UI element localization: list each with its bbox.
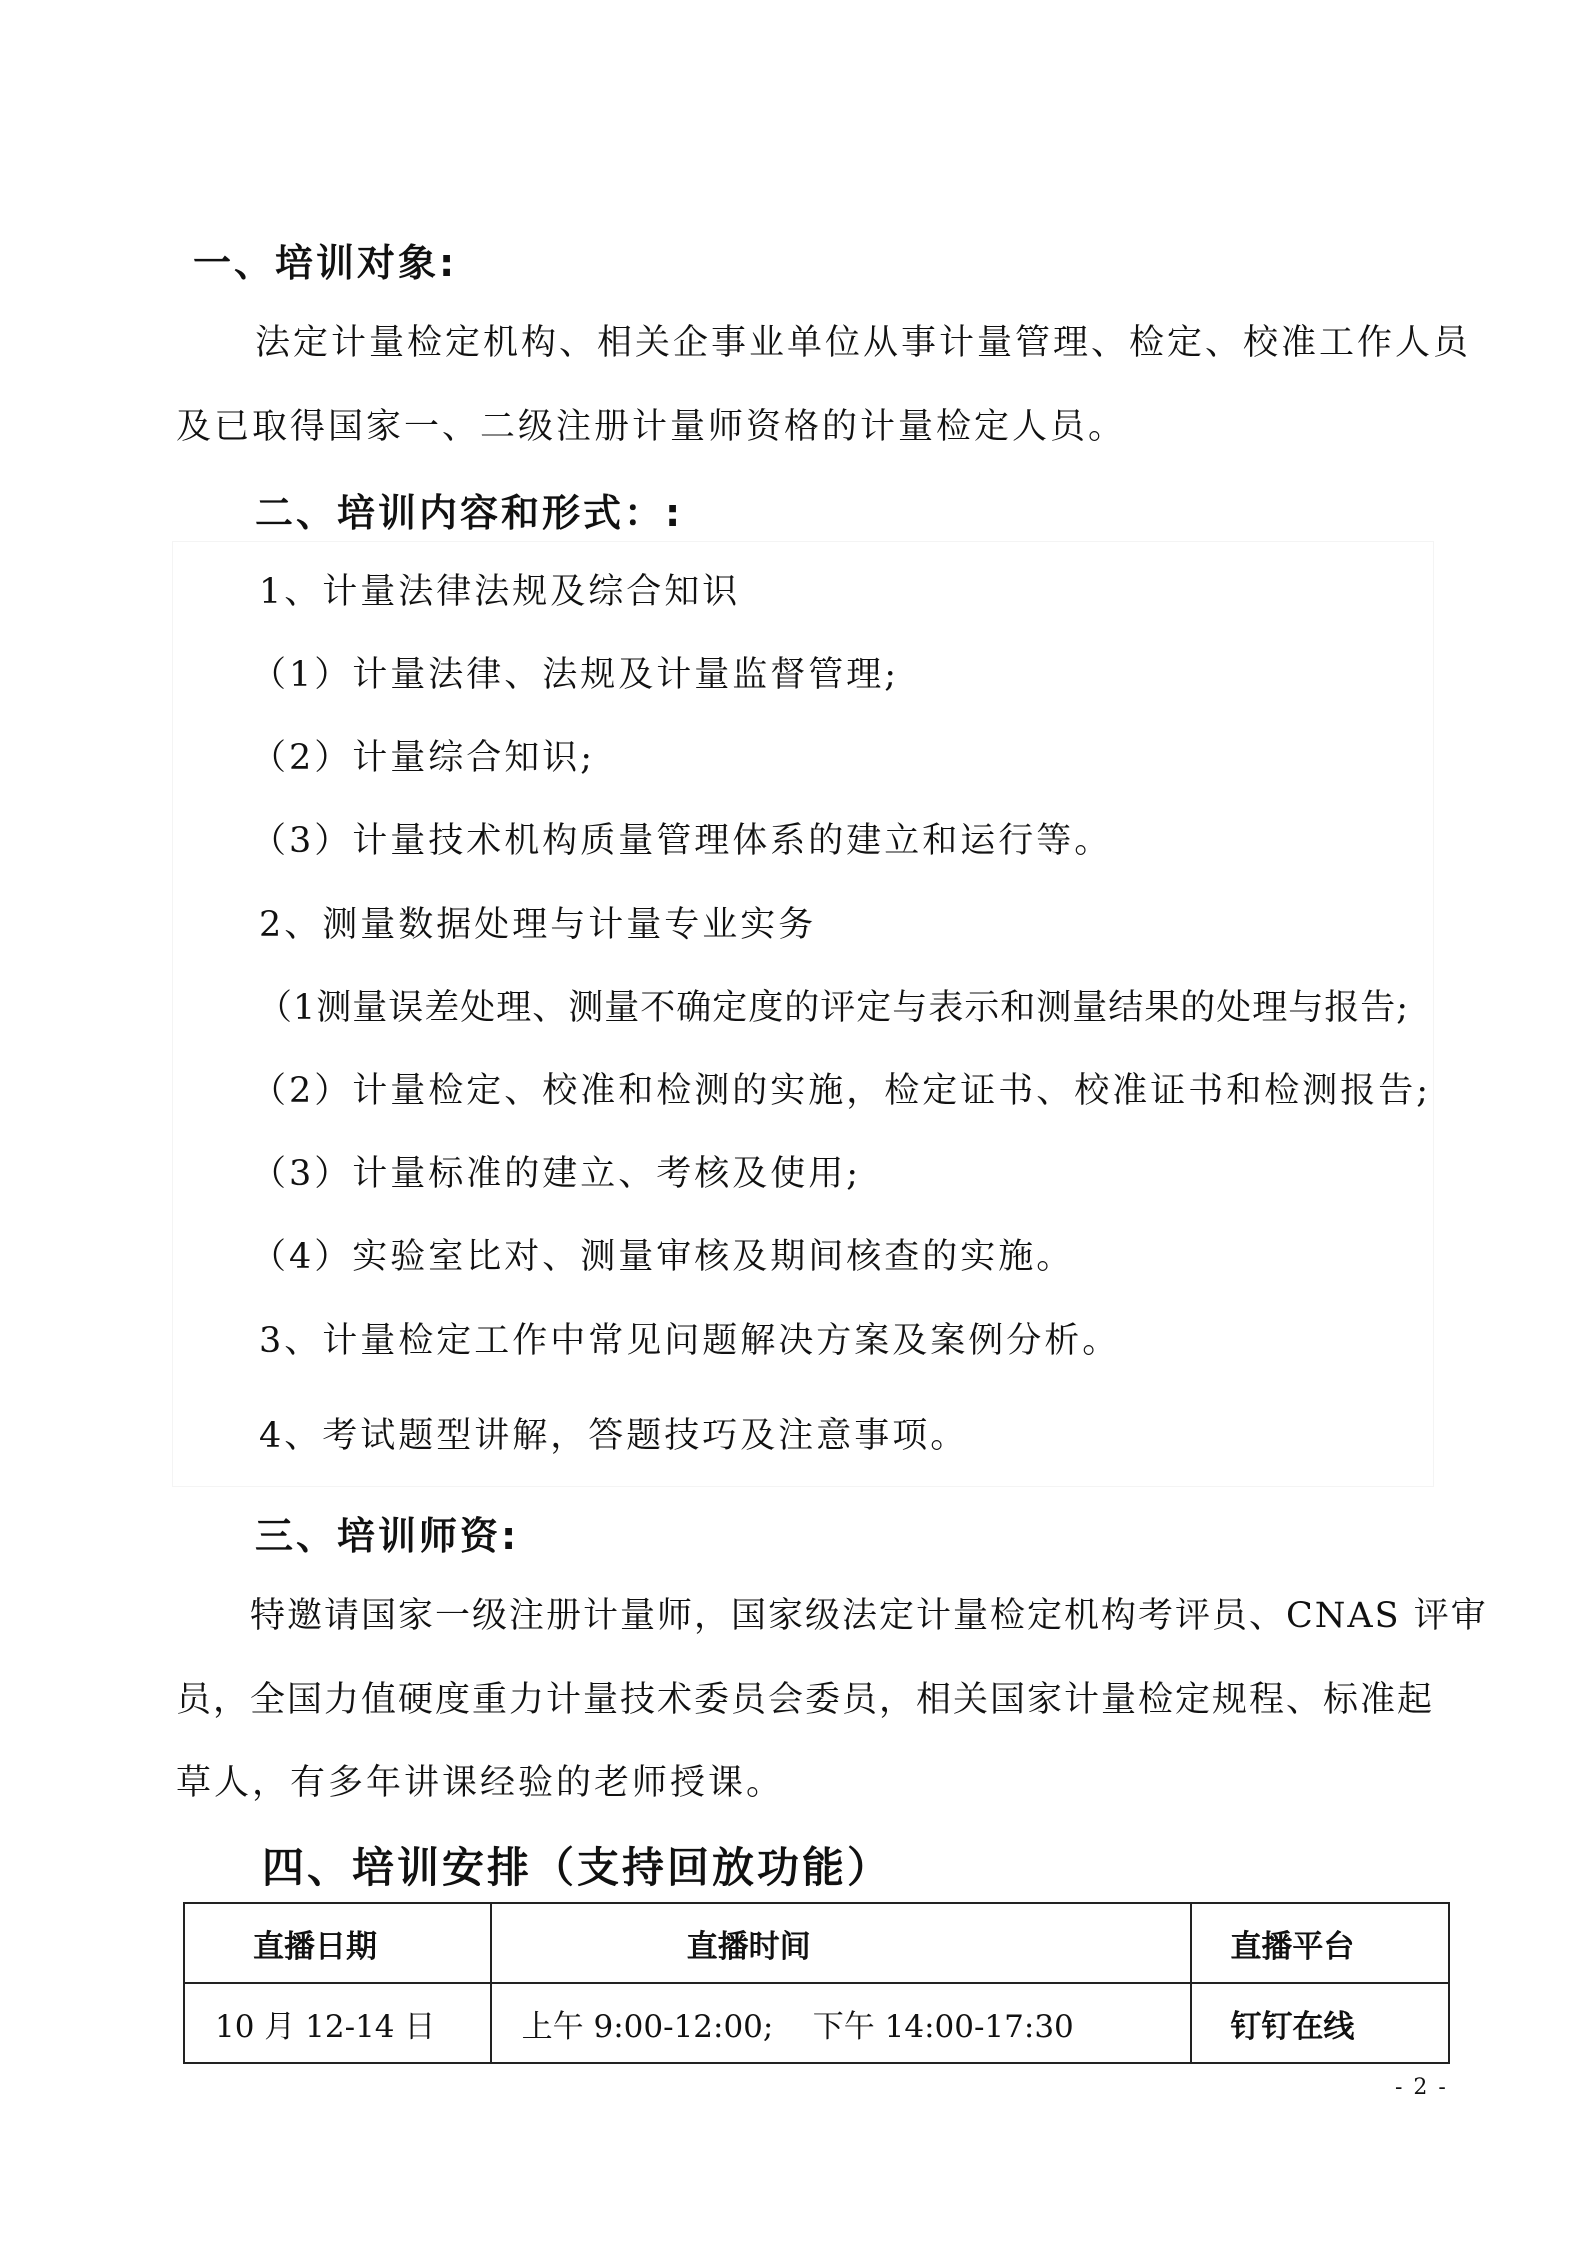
table-header-cell: 直播时间	[491, 1903, 1192, 1983]
content-item: 4、考试题型讲解，答题技巧及注意事项。	[259, 1416, 969, 1456]
table-cell: 钉钉在线	[1191, 1983, 1449, 2063]
content-item: （2）计量综合知识;	[251, 738, 596, 778]
training-content-box	[173, 542, 1433, 1486]
section3-paragraph-line1: 特邀请国家一级注册计量师，国家级法定计量检定机构考评员、CNAS 评审	[250, 1596, 1488, 1636]
content-item: （2）计量检定、校准和检测的实施，检定证书、校准证书和检测报告;	[251, 1071, 1432, 1111]
table-row	[184, 1983, 1449, 2063]
content-item: 3、计量检定工作中常见问题解决方案及案例分析。	[259, 1321, 1121, 1361]
table-cell: 上午 9:00-12:00; 下午 14:00-17:30	[491, 1983, 1192, 2063]
section2-heading: 二、培训内容和形式：:	[255, 491, 684, 535]
section3-paragraph-line2: 员，全国力值硬度重力计量技术委员会委员，相关国家计量检定规程、标准起	[176, 1680, 1435, 1720]
content-item: （4）实验室比对、测量审核及期间核查的实施。	[251, 1237, 1075, 1277]
section4-heading: 四、培训安排（支持回放功能）	[262, 1843, 893, 1892]
table-cell: 10 月 12-14 日	[184, 1983, 491, 2063]
content-item: （1）计量法律、法规及计量监督管理;	[251, 655, 900, 695]
table-header-row	[184, 1903, 1449, 1983]
schedule-table	[183, 1902, 1450, 2064]
content-item: （1测量误差处理、测量不确定度的评定与表示和测量结果的处理与报告;	[257, 988, 1410, 1028]
section3-paragraph-line3: 草人，有多年讲课经验的老师授课。	[176, 1763, 785, 1803]
page-number: - 2 -	[1395, 2075, 1448, 2100]
section1-paragraph-line2: 及已取得国家一、二级注册计量师资格的计量检定人员。	[176, 407, 1127, 447]
table-header-cell: 直播日期	[184, 1903, 491, 1983]
section1-heading: 一、培训对象:	[193, 241, 458, 285]
content-item: （3）计量标准的建立、考核及使用;	[251, 1154, 862, 1194]
content-item: 2、测量数据处理与计量专业实务	[259, 905, 817, 945]
section1-paragraph-line1: 法定计量检定机构、相关企事业单位从事计量管理、检定、校准工作人员	[255, 323, 1472, 363]
content-item: （3）计量技术机构质量管理体系的建立和运行等。	[251, 821, 1113, 861]
table-header-cell: 直播平台	[1191, 1903, 1449, 1983]
section3-heading: 三、培训师资:	[255, 1514, 520, 1558]
content-item: 1、计量法律法规及综合知识	[259, 572, 741, 612]
